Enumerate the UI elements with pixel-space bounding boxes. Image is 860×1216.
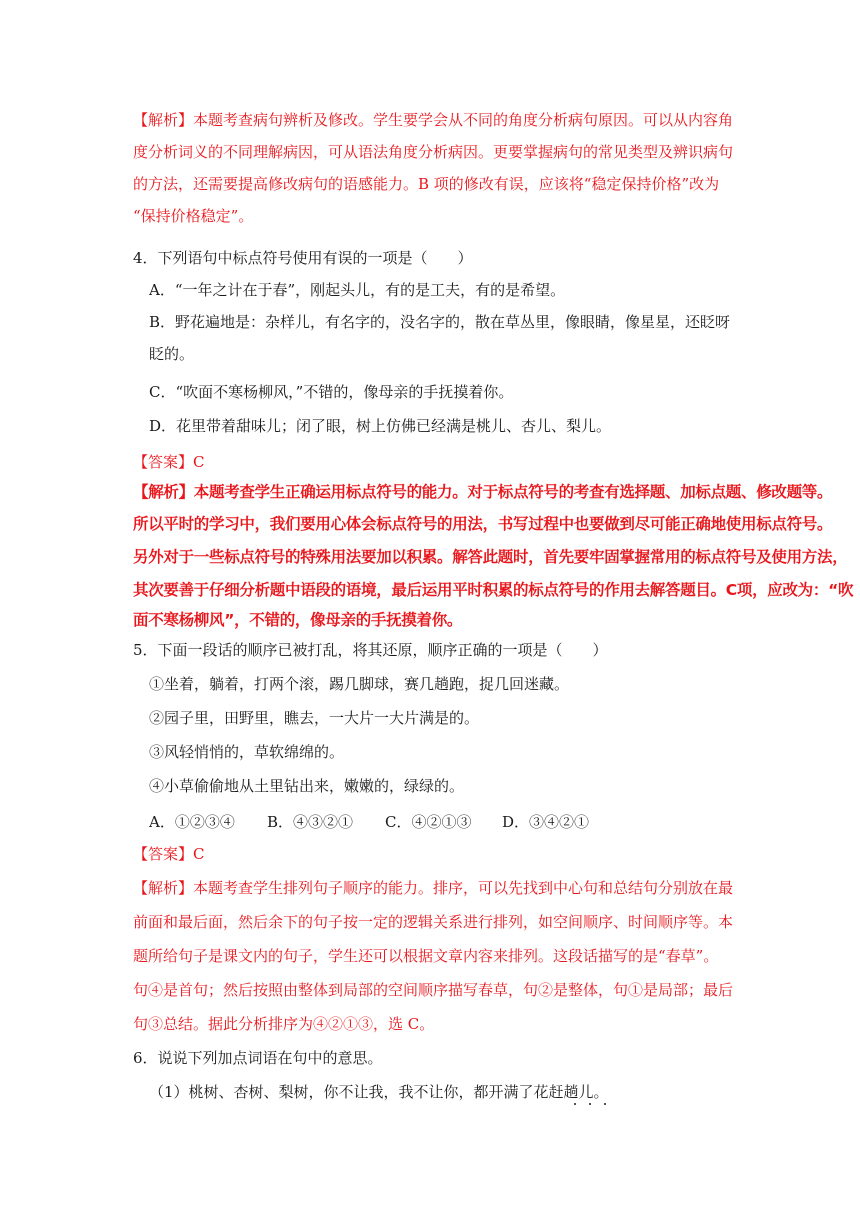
q5-analysis-line-5: 句③总结。据此分析排序为④②①③，选 C。 xyxy=(133,1015,435,1033)
q4-analysis-line-4: 其次要善于仔细分析题中语段的语境，最后运用平时积累的标点符号的作用去解答题目。C项，应改为：“吹 xyxy=(133,581,854,599)
q3-analysis-line-3: 的方法，还需要提高修改病句的语感能力。B 项的修改有误，应该将“稳定保持价格”改为 xyxy=(133,175,720,193)
q5-option-d: D．③④②① xyxy=(502,813,590,831)
emphasis-dots xyxy=(568,1103,618,1107)
q3-analysis-line-1: 【解析】本题考查病句辨析及修改。学生要学会从不同的角度分析病句原因。可以从内容角 xyxy=(133,111,734,129)
q4-analysis-line-2: 所以平时的学习中，我们要用心体会标点符号的用法，书写过程中也要做到尽可能正确地使用标点符号。 xyxy=(133,515,833,533)
q6-stem: 6．说说下列加点词语在句中的意思。 xyxy=(133,1049,383,1067)
q4-option-c: C．“吹面不寒杨柳风，”不错的，像母亲的手抚摸着你。 xyxy=(149,383,514,401)
q5-analysis-line-2: 前面和最后面，然后余下的句子按一定的逻辑关系进行排列，如空间顺序、时间顺序等。本 xyxy=(133,913,734,931)
q5-option-b: B．④③②① xyxy=(267,813,354,831)
q5-sentence-3: ③风轻悄悄的，草软绵绵的。 xyxy=(149,743,345,761)
q5-sentence-4: ④小草偷偷地从土里钻出来，嫩嫩的，绿绿的。 xyxy=(149,777,465,795)
q5-answer: 【答案】C xyxy=(133,845,205,863)
q4-answer: 【答案】C xyxy=(133,453,205,471)
q6-item-1: （1）桃树、杏树、梨树，你不让我，我不让你，都开满了花赶趟儿。 xyxy=(149,1083,609,1101)
q5-analysis-line-3: 题所给句子是课文内的句子，学生还可以根据文章内容来排列。这段话描写的是“春草”。 xyxy=(133,947,719,965)
q4-option-d: D．花里带着甜味儿；闭了眼，树上仿佛已经满是桃儿、杏儿、梨儿。 xyxy=(149,417,612,435)
q5-sentence-1: ①坐着，躺着，打两个滚，踢几脚球，赛几趟跑，捉几回迷藏。 xyxy=(149,675,570,693)
q4-analysis-line-1: 【解析】本题考查学生正确运用标点符号的能力。对于标点符号的考查有选择题、加标点题、修改题等。 xyxy=(133,483,833,501)
q5-option-a: A．①②③④ xyxy=(149,813,235,831)
q4-stem: 4．下列语句中标点符号使用有误的一项是（ ） xyxy=(133,249,473,267)
q4-option-b-cont: 眨的。 xyxy=(149,345,195,363)
q4-analysis-line-3: 另外对于一些标点符号的特殊用法要加以积累。解答此题时，首先要牢固掌握常用的标点符号及使用方法， xyxy=(133,548,848,566)
q4-analysis-line-5: 面不寒杨柳风”，不错的，像母亲的手抚摸着你。 xyxy=(133,611,463,629)
q5-sentence-2: ②园子里，田野里，瞧去，一大片一大片满是的。 xyxy=(149,709,480,727)
q4-option-b: B．野花遍地是：杂样儿，有名字的，没名字的，散在草丛里，像眼睛，像星星，还眨呀 xyxy=(149,313,731,331)
q5-analysis-line-1: 【解析】本题考查学生排列句子顺序的能力。排序，可以先找到中心句和总结句分别放在最 xyxy=(133,879,734,897)
q4-option-a: A．“一年之计在于春”，刚起头儿，有的是工夫，有的是希望。 xyxy=(149,281,566,299)
q5-stem: 5．下面一段话的顺序已被打乱，将其还原，顺序正确的一项是（ ） xyxy=(133,641,608,659)
q5-option-c: C．④②①③ xyxy=(385,813,472,831)
q3-analysis-line-2: 度分析词义的不同理解病因，可从语法角度分析病因。更要掌握病句的常见类型及辨识病句 xyxy=(133,143,734,161)
q5-analysis-line-4: 句④是首句；然后按照由整体到局部的空间顺序描写春草，句②是整体，句①是局部；最后 xyxy=(133,981,734,999)
q3-analysis-line-4: “保持价格稳定”。 xyxy=(133,207,254,225)
